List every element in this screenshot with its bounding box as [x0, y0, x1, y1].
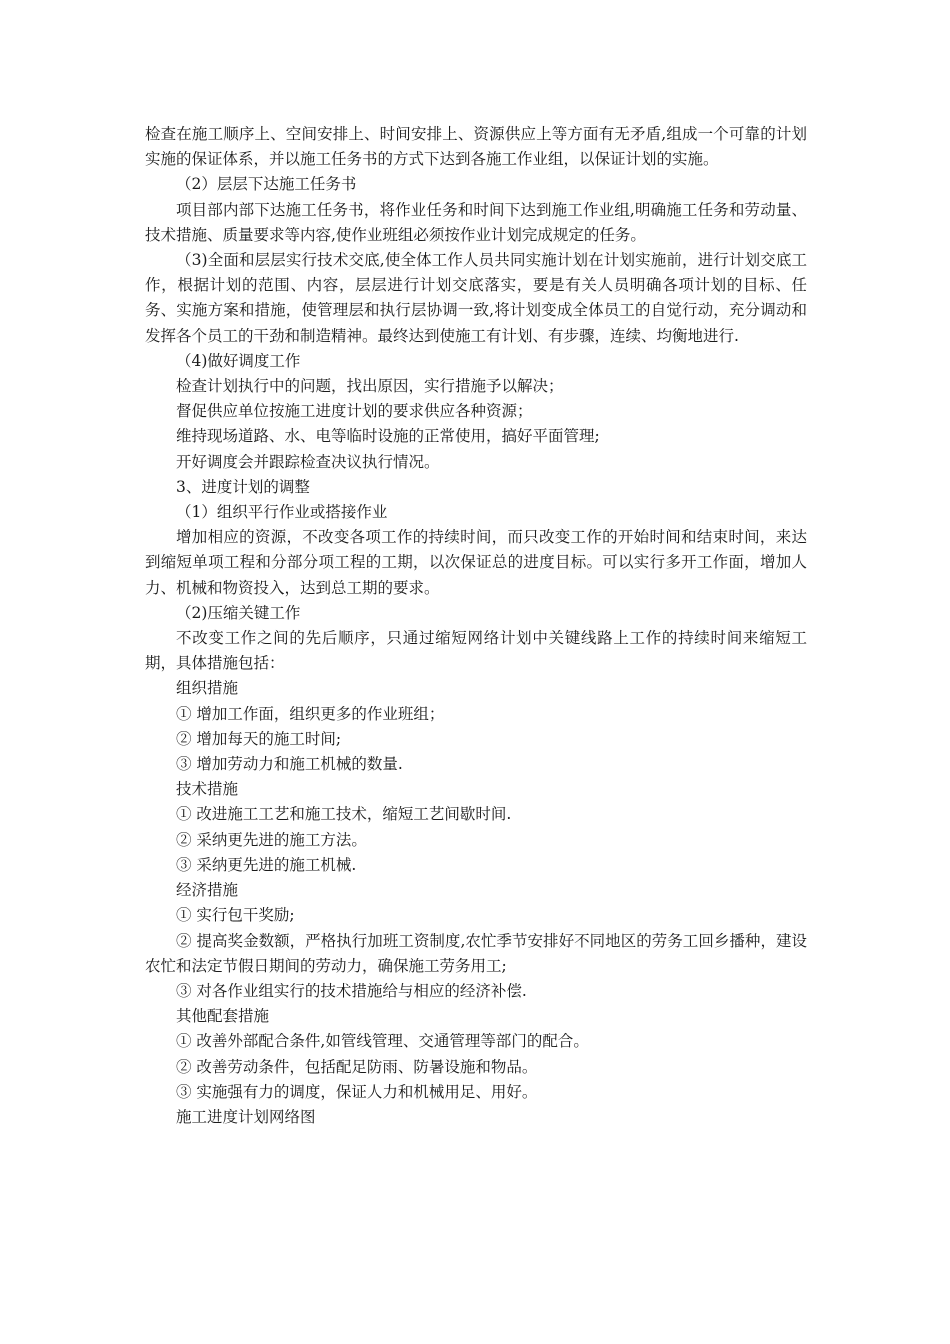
list-item: ③ 对各作业组实行的技术措施给与相应的经济补偿.	[176, 981, 527, 1000]
list-item: 开好调度会并跟踪检查决议执行情况。	[176, 452, 440, 471]
list-item: 检查计划执行中的问题，找出原因，实行措施予以解决；	[176, 377, 564, 396]
subheading: （4)做好调度工作	[176, 351, 301, 370]
list-item: 维持现场道路、水、电等临时设施的正常使用，搞好平面管理;	[176, 427, 600, 446]
category-heading: 组织措施	[176, 679, 239, 698]
list-item: ① 增加工作面，组织更多的作业班组；	[176, 704, 445, 723]
list-item: ② 改善劳动条件，包括配足防雨、防暑设施和物品。	[176, 1057, 538, 1076]
list-item: ① 改善外部配合条件,如管线管理、交通管理等部门的配合。	[176, 1032, 589, 1051]
paragraph: 检查在施工顺序上、空间安排上、时间安排上、资源供应上等方面有无矛盾,组成一个可靠的计划实施的保证体系，并以施工任务书的方式下达到各施工作业组，以保证计划的实施。	[145, 125, 807, 169]
list-item: ③ 增加劳动力和施工机械的数量.	[176, 755, 403, 774]
list-item: ① 改进施工工艺和施工技术，缩短工艺间歇时间.	[176, 805, 512, 824]
list-item: ② 采纳更先进的施工方法。	[176, 830, 367, 849]
list-item: ② 提高奖金数额，严格执行加班工资制度,农忙季节安排好不同地区的劳务工回乡播种，建设农忙和法定节假日期间的劳动力，确保施工劳务用工;	[145, 931, 807, 975]
list-item: ③ 实施强有力的调度，保证人力和机械用足、用好。	[176, 1082, 538, 1101]
document-body	[145, 122, 807, 1130]
paragraph: 不改变工作之间的先后顺序，只通过缩短网络计划中关键线路上工作的持续时间来缩短工期，具体措施包括：	[145, 629, 807, 673]
paragraph: 增加相应的资源，不改变各项工作的持续时间，而只改变工作的开始时间和结束时间，来达到缩短单项工程和分部分项工程的工期，以次保证总的进度目标。可以实行多开工作面，增加人力、机械和物资投入，达到总工期的要求。	[145, 528, 807, 597]
paragraph: （3)全面和层层实行技术交底,使全体工作人员共同实施计划在计划实施前，进行计划交底工作，根据计划的范围、内容，层层进行计划交底落实，要是有关人员明确各项计划的目标、任务、实施方案和措施，使管理层和执行层协调一致,将计划变成全体员工的自觉行动，充分调动和发挥各个员工的干劲和制造精神。最终达到使施工有计划、有步骤，连续、均衡地进行.	[145, 251, 807, 345]
list-item: ② 增加每天的施工时间;	[176, 729, 342, 748]
section-heading: 3、进度计划的调整	[176, 477, 310, 496]
list-item: ③ 采纳更先进的施工机械.	[176, 855, 357, 874]
category-heading: 经济措施	[176, 881, 239, 900]
list-item: ① 实行包干奖励;	[176, 906, 295, 925]
list-item: 督促供应单位按施工进度计划的要求供应各种资源；	[176, 402, 533, 421]
category-heading: 其他配套措施	[176, 1007, 270, 1026]
subheading: （1）组织平行作业或搭接作业	[176, 503, 388, 522]
paragraph: 项目部内部下达施工任务书，将作业任务和时间下达到施工作业组,明确施工任务和劳动量、技术措施、质量要求等内容,使作业班组必须按作业计划完成规定的任务。	[145, 200, 807, 244]
subheading: （2)压缩关键工作	[176, 603, 301, 622]
category-heading: 技术措施	[176, 780, 239, 799]
category-heading: 施工进度计划网络图	[176, 1107, 316, 1126]
subheading: （2）层层下达施工任务书	[176, 175, 357, 194]
